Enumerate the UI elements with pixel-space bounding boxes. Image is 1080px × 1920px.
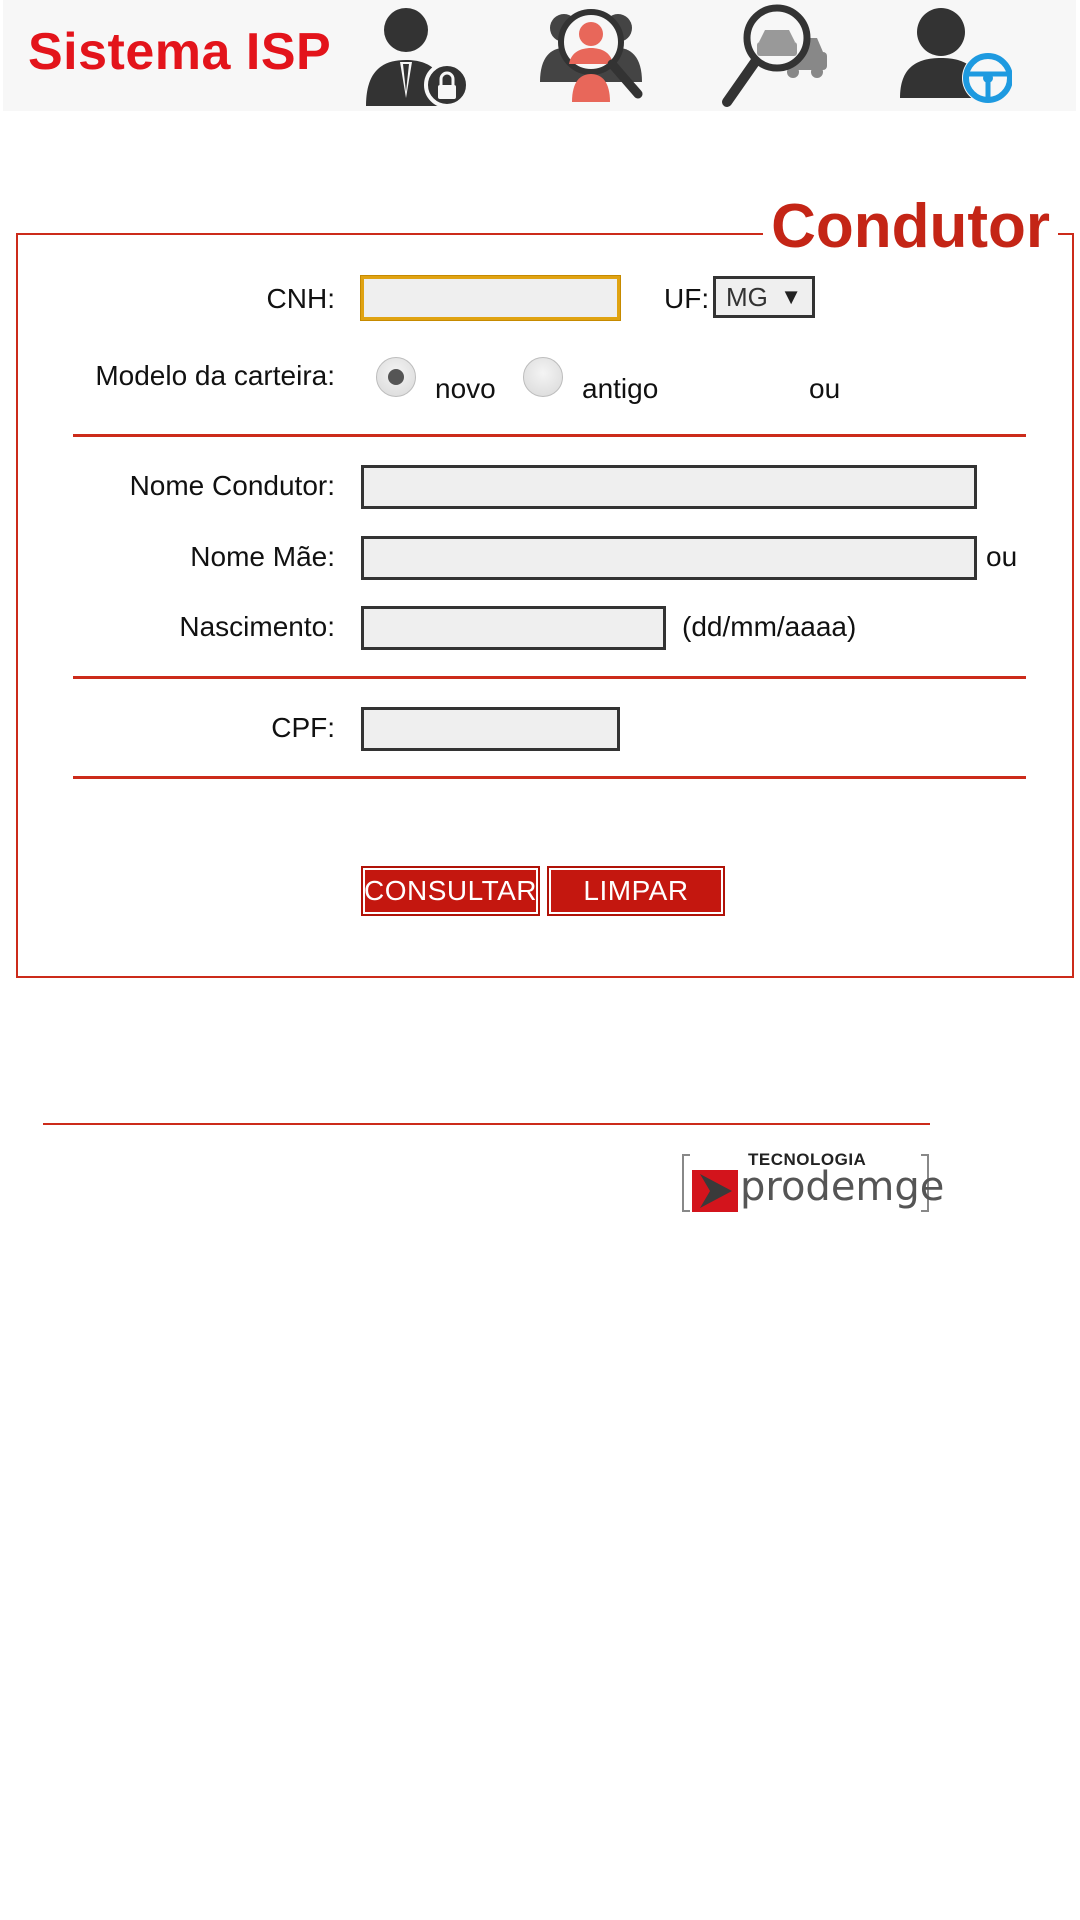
app-title: Sistema ISP [28, 23, 332, 81]
modelo-carteira-label: Modelo da carteira: [95, 360, 335, 391]
vehicle-search-icon[interactable] [717, 2, 833, 110]
uf-select-value: MG [726, 281, 768, 312]
user-lock-icon[interactable] [356, 2, 472, 110]
logo-name-text: prodemge [740, 1164, 945, 1210]
prodemge-mark-icon [692, 1170, 738, 1212]
nome-condutor-label: Nome Condutor: [129, 470, 335, 501]
limpar-button[interactable]: LIMPAR [547, 866, 725, 916]
consultar-button[interactable]: CONSULTAR [361, 866, 540, 916]
footer-divider [43, 1123, 930, 1125]
person-search-icon[interactable] [536, 2, 652, 110]
radio-novo[interactable] [376, 357, 416, 397]
logo-tech-text: TECNOLOGIA [748, 1150, 867, 1169]
uf-select[interactable] [713, 276, 815, 318]
driver-icon[interactable] [896, 2, 1012, 110]
fieldset-legend: Condutor [763, 192, 1058, 262]
nome-mae-input[interactable] [361, 536, 977, 580]
nome-mae-label: Nome Mãe: [190, 541, 335, 572]
cpf-input[interactable] [361, 707, 620, 751]
nascimento-label: Nascimento: [179, 611, 335, 642]
prodemge-logo [682, 1148, 945, 1218]
nascimento-input[interactable] [361, 606, 666, 650]
chevron-down-icon: ▼ [780, 284, 802, 309]
nascimento-format-hint: (dd/mm/aaaa) [682, 611, 857, 642]
app-header [3, 0, 1076, 111]
cnh-input[interactable] [361, 276, 620, 320]
divider [73, 434, 1026, 437]
divider [73, 676, 1026, 679]
uf-label: UF: [664, 283, 710, 314]
cnh-label: CNH: [266, 283, 335, 314]
nome-condutor-input[interactable] [361, 465, 977, 509]
radio-selected-dot [388, 369, 404, 385]
cpf-label: CPF: [271, 712, 335, 743]
logo-bracket-left [682, 1154, 690, 1212]
divider [73, 776, 1026, 779]
ou-text: ou [986, 541, 1018, 572]
radio-antigo-label: antigo [582, 373, 659, 404]
radio-novo-label: novo [435, 373, 496, 404]
radio-antigo[interactable] [523, 357, 563, 397]
ou-text: ou [809, 373, 841, 404]
